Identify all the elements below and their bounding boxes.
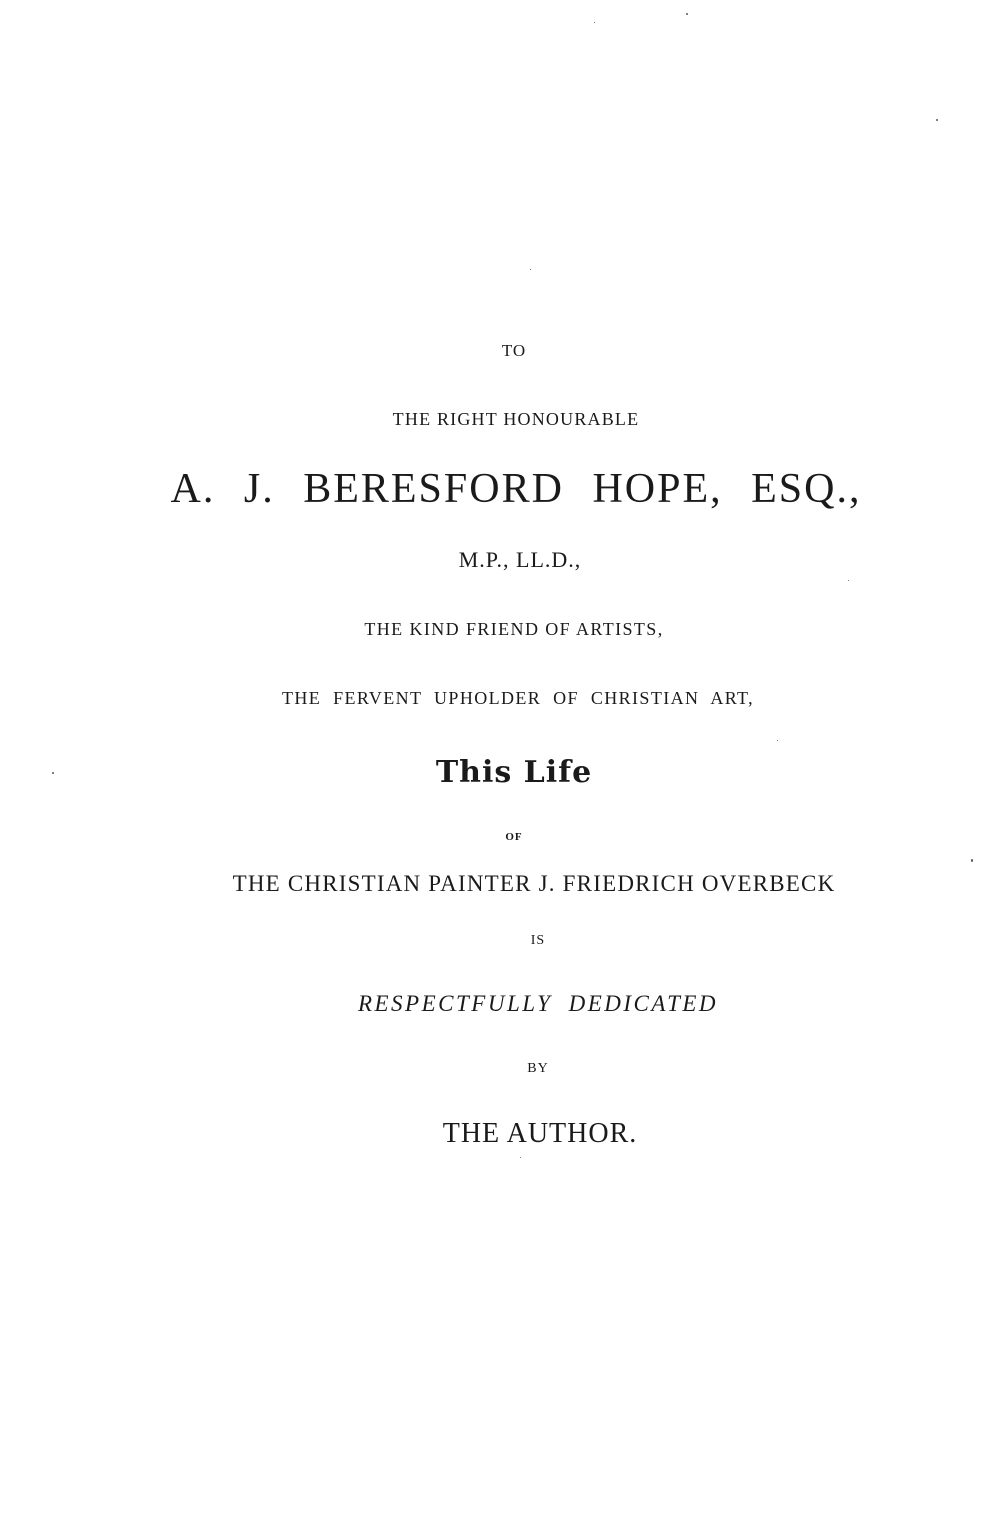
scan-speck [777,740,778,741]
recipient-name: A. J. BERESFORD HOPE, ESQ., [170,466,862,512]
scan-speck [530,269,531,270]
this-life-blackletter: This Life [435,755,593,790]
dedication-to: TO [501,341,527,360]
dedication-of: OF [505,831,523,843]
dedication-by: BY [527,1061,549,1076]
epithet-kind-friend: THE KIND FRIEND OF ARTISTS, [364,619,664,639]
scan-speck [848,580,849,581]
respectfully-dedicated: RESPECTFULLY DEDICATED [357,991,719,1016]
scan-speck [594,22,595,23]
dedication-is: IS [530,933,546,948]
dedication-subject: THE CHRISTIAN PAINTER J. FRIEDRICH OVERBECK [232,871,836,896]
recipient-title: THE RIGHT HONOURABLE [392,409,640,429]
dedication-author: THE AUTHOR. [442,1118,638,1149]
recipient-degrees: M.P., LL.D., [458,547,582,572]
scan-speck [686,13,688,15]
scan-speck [520,1157,521,1158]
scan-speck [52,772,54,774]
scan-speck [971,859,973,862]
epithet-fervent-upholder: THE FERVENT UPHOLDER OF CHRISTIAN ART, [281,688,755,708]
scan-speck [936,119,938,121]
